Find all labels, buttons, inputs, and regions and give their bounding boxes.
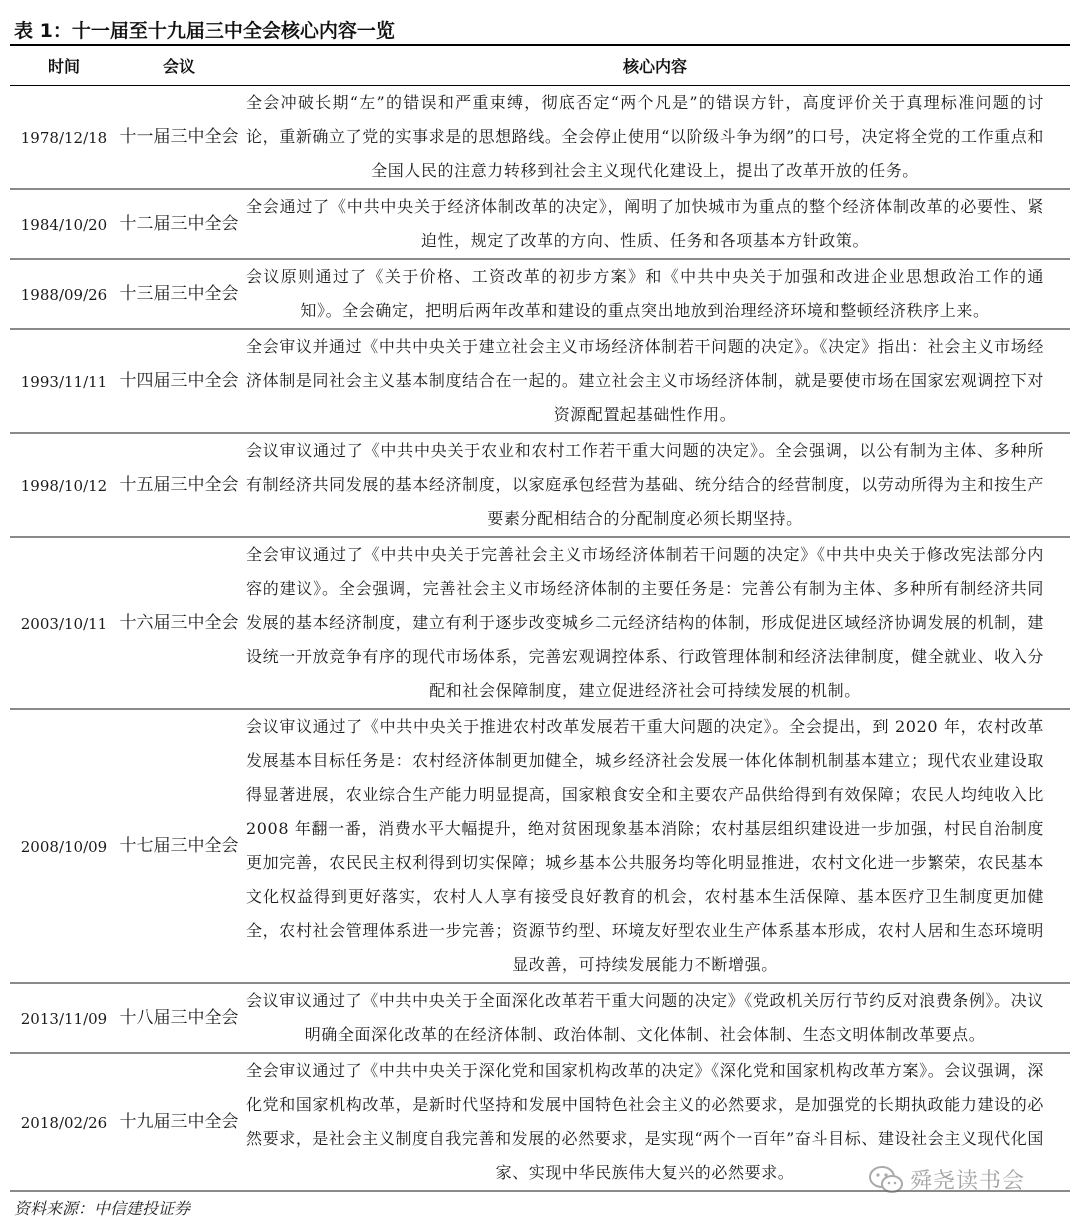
row-content: 会议审议通过了《中共中央关于全面深化改革若干重大问题的决定》《党政机关厉行节约反对浪费条例》。决议明确全面深化改革的在经济体制、政治体制、文化体制、社会体制、生态文明体制改革要点。 [246, 990, 1044, 1044]
header-content: 核心内容 [240, 46, 1070, 85]
core-content-table [10, 46, 1070, 1192]
header-row [10, 46, 1070, 85]
row-date: 1978/12/18 [20, 128, 108, 147]
row-meeting: 十五届三中全会 [119, 474, 239, 495]
table-title: 表 1：十一届至十九届三中全会核心内容一览 [14, 20, 395, 42]
row-meeting: 十一届三中全会 [119, 126, 239, 147]
row-content: 全会通过了《中共中央关于经济体制改革的决定》，阐明了加快城市为重点的整个经济体制改革的必要性、紧迫性，规定了改革的方向、性质、任务和各项基本方针政策。 [246, 196, 1044, 250]
header-meeting: 会议 [118, 46, 240, 85]
row-content: 全会审议通过了《中共中央关于完善社会主义市场经济体制若干问题的决定》《中共中央关于修改宪法部分内容的建议》。全会强调，完善社会主义市场经济体制的主要任务是：完善公有制为主体、多种所有制经济共同发展的基本经济制度，建立有利于逐步改变城乡二元经济结构的体制，形成促进区域经济协调发展的机制，建设统一开放竞争有序的现代市场体系，完善宏观调控体系、行政管理体制和经济法律制度，健全就业、收入分配和社会保障制度，建立促进经济社会可持续发展的机制。 [246, 544, 1044, 700]
table-row [10, 983, 1070, 1053]
row-content: 全会冲破长期“左”的错误和严重束缚，彻底否定“两个凡是”的错误方针，高度评价关于真理标准问题的讨论，重新确立了党的实事求是的思想路线。全会停止使用“以阶级斗争为纲”的口号，决定将全党的工作重点和全国人民的注意力转移到社会主义现代化建设上，提出了改革开放的任务。 [246, 92, 1044, 180]
table-row [10, 709, 1070, 983]
row-meeting: 十六届三中全会 [119, 612, 239, 633]
row-meeting: 十八届三中全会 [119, 1007, 239, 1028]
source-note: 资料来源：中信建投证券 [14, 1199, 191, 1218]
row-content: 会议审议通过了《中共中央关于农业和农村工作若干重大问题的决定》。全会强调，以公有制为主体、多种所有制经济共同发展的基本经济制度，以家庭承包经营为基础、统分结合的经营制度，以劳动所得为主和按生产要素分配相结合的分配制度必须长期坚持。 [246, 440, 1044, 528]
row-content: 全会审议通过了《中共中央关于深化党和国家机构改革的决定》《深化党和国家机构改革方案》。会议强调，深化党和国家机构改革，是新时代坚持和发展中国特色社会主义的必然要求，是加强党的长期执政能力建设的必然要求，是社会主义制度自我完善和发展的必然要求，是实现“两个一百年”奋斗目标、建设社会主义现代化国家、实现中华民族伟大复兴的必然要求。 [246, 1060, 1044, 1182]
table-row [10, 329, 1070, 433]
row-date: 1984/10/20 [20, 215, 108, 234]
row-date: 2003/10/11 [20, 614, 108, 633]
row-date: 2018/02/26 [20, 1113, 108, 1132]
row-date: 1993/11/11 [20, 372, 108, 391]
row-meeting: 十四届三中全会 [119, 370, 239, 391]
table-row [10, 259, 1070, 329]
watermark-text: 舜尧读书会 [910, 1169, 1026, 1194]
row-meeting: 十三届三中全会 [119, 283, 239, 304]
row-content: 全会审议并通过《中共中央关于建立社会主义市场经济体制若干问题的决定》。《决定》指出：社会主义市场经济体制是同社会主义基本制度结合在一起的。建立社会主义市场经济体制，就是要使市场在国家宏观调控下对资源配置起基础性作用。 [246, 336, 1044, 424]
table-row [10, 189, 1070, 259]
row-meeting: 十九届三中全会 [119, 1111, 239, 1132]
table-row [10, 433, 1070, 537]
row-content: 会议审议通过了《中共中央关于推进农村改革发展若干重大问题的决定》。全会提出，到 2020 年，农村改革发展基本目标任务是：农村经济体制更加健全，城乡经济社会发展一体化体制机制基本建立；现代农业建设取得显著进展，农业综合生产能力明显提高，国家粮食安全和主要农产品供给得到有效保障；农民人均纯收入比 2008 年翻一番，消费水平大幅提升，绝对贫困现象基本消除；农村基层组织建设进一步加强，村民自治制度更加完善，农民民主权利得到切实保障；城乡基本公共服务均等化明显推进，农村文化进一步繁荣，农民基本文化权益得到更好落实，农村人人享有接受良好教育的机会，农村基本生活保障、基本医疗卫生制度更加健全，农村社会管理体系进一步完善；资源节约型、环境友好型农业生产体系基本形成，农村人居和生态环境明显改善，可持续发展能力不断增强。 [246, 716, 1044, 974]
row-date: 1988/09/26 [20, 285, 108, 304]
table-row [10, 537, 1070, 709]
header-date: 时间 [10, 46, 118, 85]
row-date: 2008/10/09 [20, 837, 108, 856]
row-meeting: 十七届三中全会 [119, 835, 239, 856]
row-date: 2013/11/09 [20, 1009, 108, 1028]
table-row [10, 85, 1070, 189]
row-meeting: 十二届三中全会 [119, 213, 239, 234]
wechat-icon [868, 1165, 904, 1195]
row-content: 会议原则通过了《关于价格、工资改革的初步方案》和《中共中央关于加强和改进企业思想政治工作的通知》。全会确定，把明后两年改革和建设的重点突出地放到治理经济环境和整顿经济秩序上来。 [246, 266, 1044, 320]
watermark [868, 1164, 1025, 1195]
row-date: 1998/10/12 [20, 476, 108, 495]
